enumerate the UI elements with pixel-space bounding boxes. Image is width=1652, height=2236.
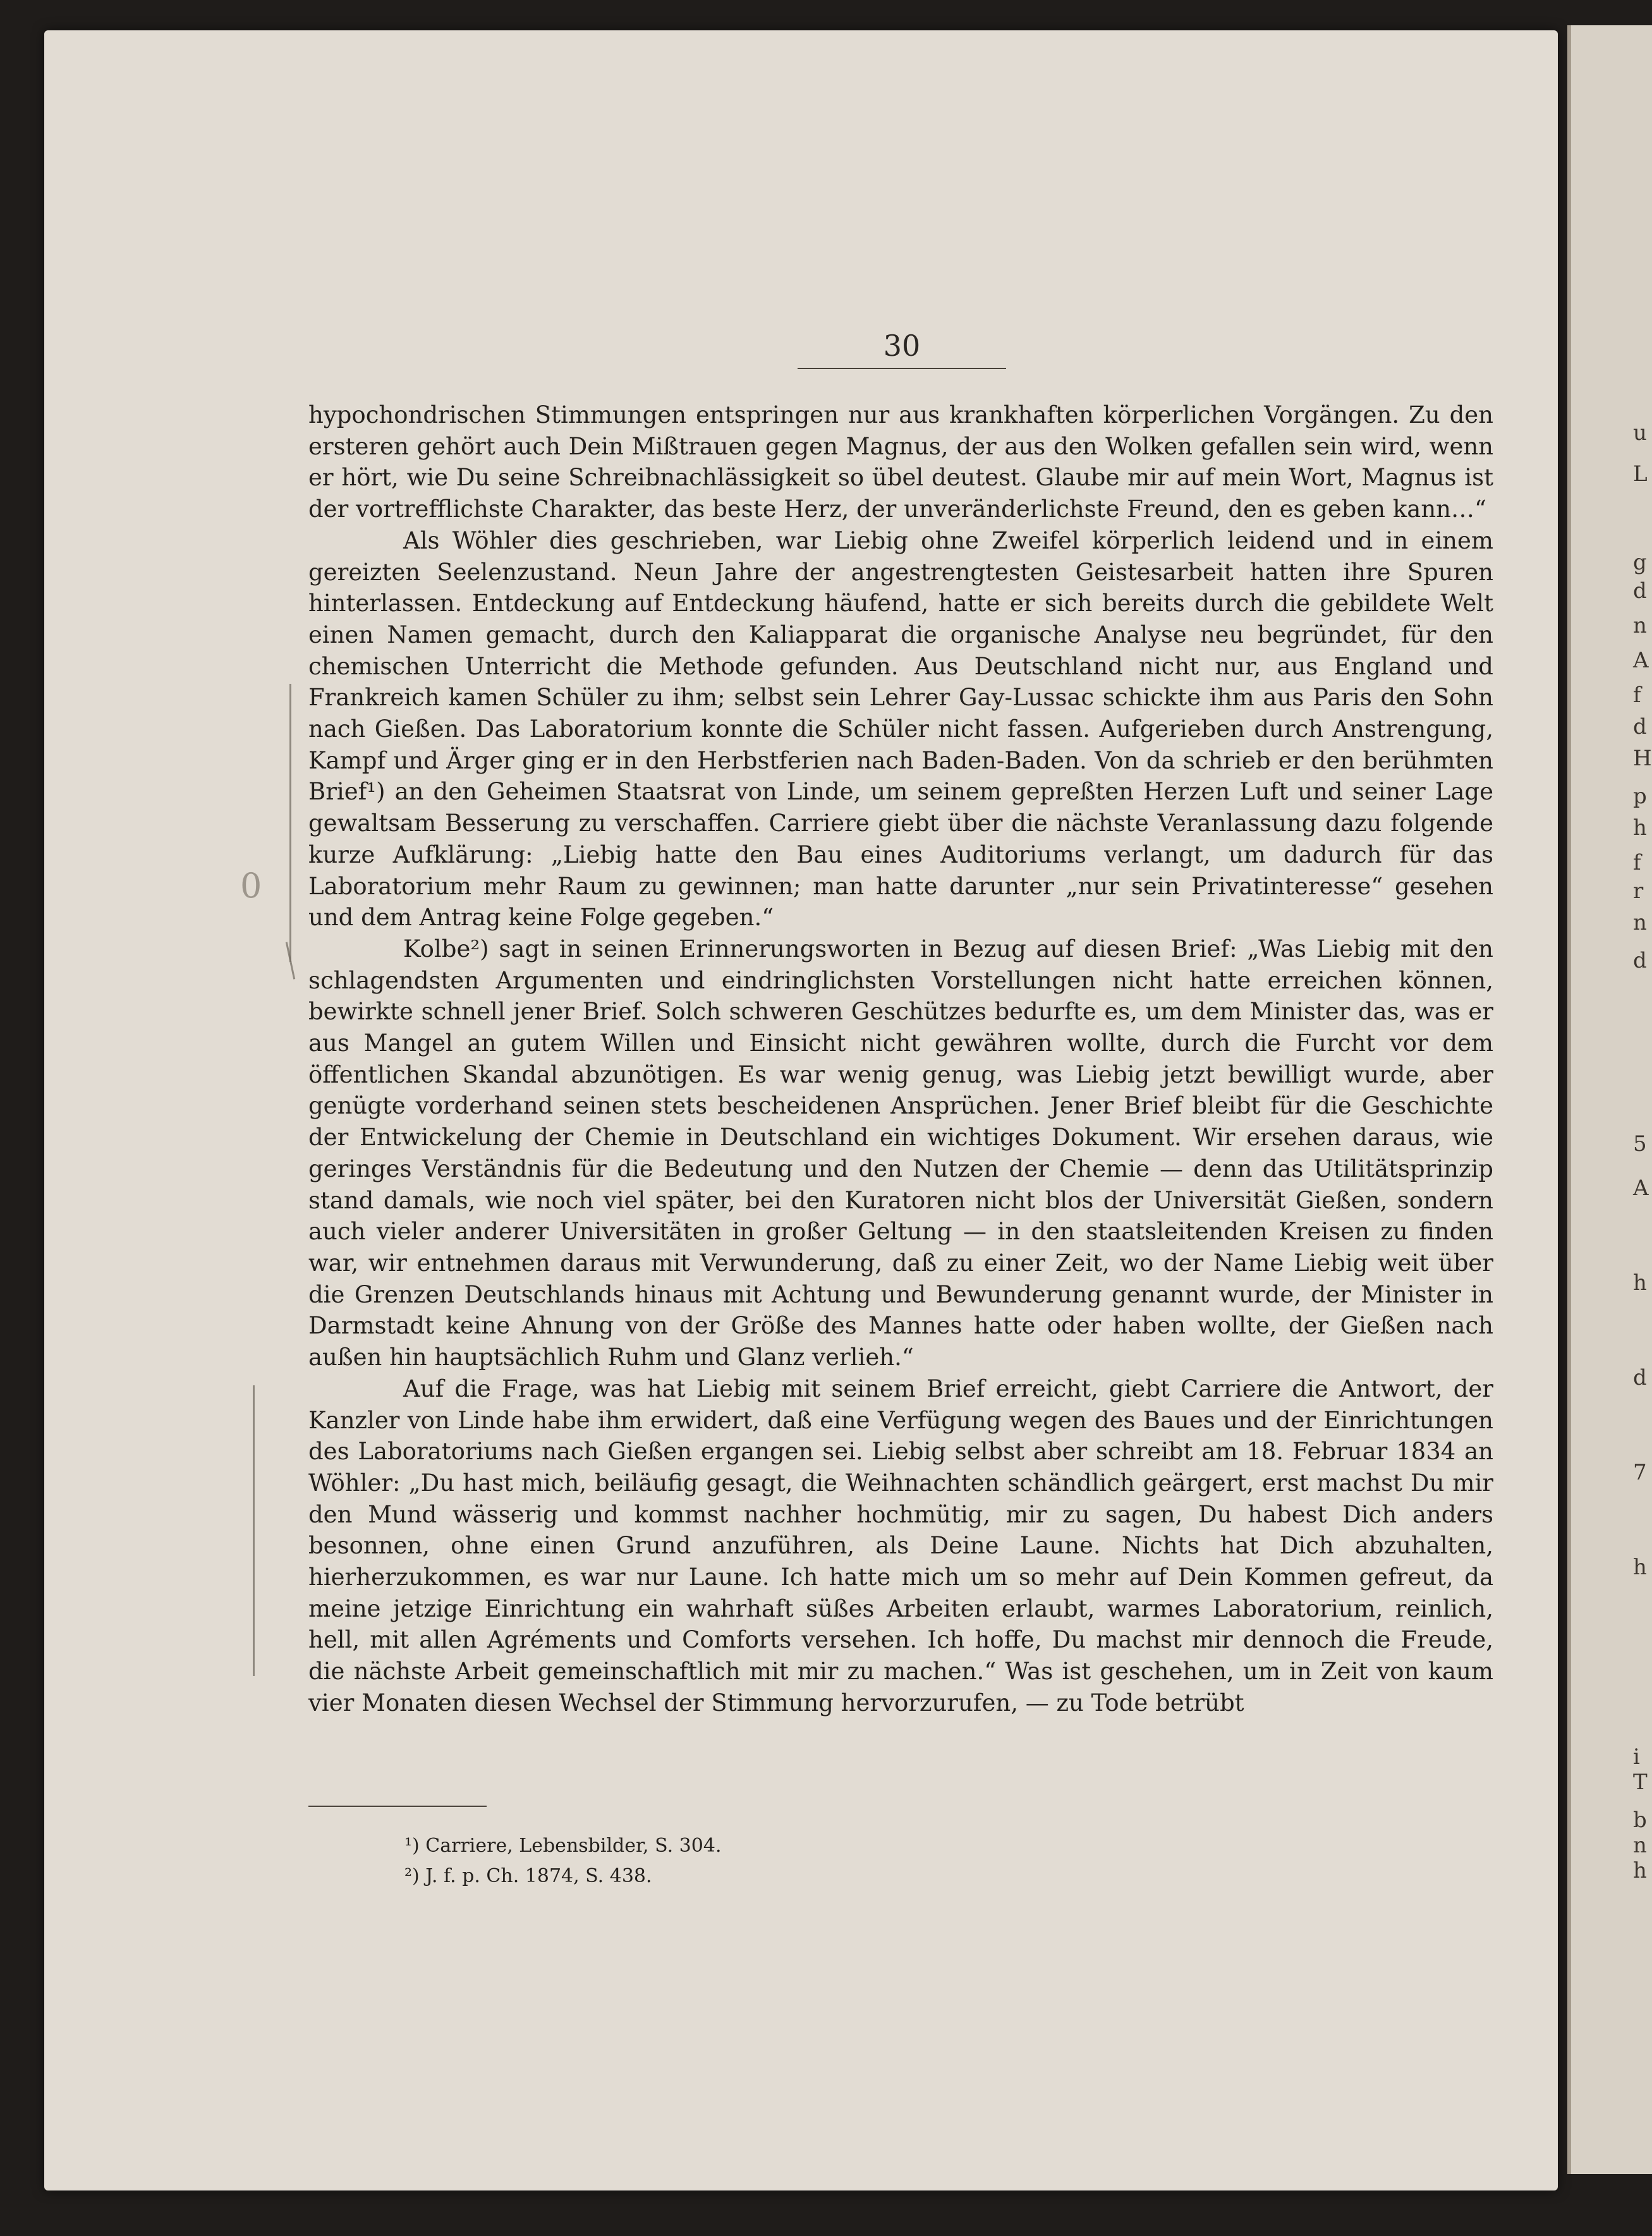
page-number: 30	[883, 329, 921, 363]
adjacent-page-letter: f	[1633, 683, 1641, 708]
adjacent-page-letter: L	[1633, 461, 1648, 487]
adjacent-page-letter: b	[1633, 1808, 1647, 1833]
adjacent-page-letter: h	[1633, 815, 1647, 841]
adjacent-page-letter: f	[1633, 850, 1641, 875]
paragraph: hypochondrischen Stimmungen entspringen nur aus krankhaften körperlichen Vorgängen. Zu den ersteren gehört auch Dein Mißtrauen gegen Magnus, der aus den Wolken gefallen sein wird, wenn er hört, wie Du seine Schreibnachlässigkeit so übel deutest. Glaube mir auf mein Wort, Magnus ist der vortrefflichste Charakter, das beste Herz, der unveränderlichste Freund, den es geben kann…“	[308, 401, 1493, 523]
adjacent-page-letter: i	[1633, 1744, 1640, 1770]
main-text	[308, 399, 1493, 1719]
adjacent-page-letter: d	[1633, 714, 1647, 739]
adjacent-page-letter: n	[1633, 1833, 1647, 1858]
adjacent-page-letter: H	[1633, 746, 1652, 771]
adjacent-page-letter: g	[1633, 550, 1647, 575]
page-number-rule	[798, 368, 1006, 369]
pencil-margin-mark: 0	[240, 866, 262, 906]
footnote: ¹) Carriere, Lebensbilder, S. 304.	[404, 1835, 722, 1857]
adjacent-page-letter: h	[1633, 1858, 1647, 1883]
pencil-margin-line	[289, 684, 291, 962]
adjacent-page-letter: d	[1633, 1365, 1647, 1390]
adjacent-page-letter: 5	[1633, 1131, 1647, 1157]
paragraph: Kolbe²) sagt in seinen Erinnerungsworten in Bezug auf diesen Brief: „Was Liebig mit den schlagendsten Argumenten und eindringlichsten Vorstellungen nicht hatte erreichen können, bewirkte schnell jener Brief. Solch schweren Geschützes bedurfte es, um dem Minister das, was er aus Mangel an gutem Willen und Einsicht nicht gewähren wollte, durch die Furcht vor dem öffentlichen Skandal abzunötigen. Es war wenig genug, was Liebig jetzt bewilligt wurde, aber genügte vorderhand seinen stets bescheidenen Ansprüchen. Jener Brief bleibt für die Geschichte der Entwickelung der Chemie in Deutschland ein wichtiges Dokument. Wir ersehen daraus, wie geringes Verständnis für die Bedeutung und den Nutzen der Chemie — denn das Utilitätsprinzip stand damals, wie noch viel später, bei den Kuratoren nicht blos der Universität Gießen, sondern auch vieler anderer Universitäten in großer Geltung — in den staatsleitenden Kreisen zu finden war, wir entnehmen daraus mit Verwunderung, daß zu einer Zeit, wo der Name Liebig weit über die Grenzen Deutschlands hinaus mit Achtung und Bewunderung genannt wurde, der Minister in Darmstadt keine Ahnung von der Größe des Mannes hatte oder haben wollte, der Gießen nach außen hin hauptsächlich Ruhm und Glanz verlieh.“	[308, 935, 1493, 1371]
adjacent-page-letter: n	[1633, 613, 1647, 638]
adjacent-page-letter: u	[1633, 420, 1647, 446]
adjacent-page-letter: n	[1633, 910, 1647, 935]
footnotes	[404, 1831, 1163, 1892]
adjacent-page-letter: h	[1633, 1270, 1647, 1296]
adjacent-page-letter: p	[1633, 784, 1647, 809]
adjacent-page-letter: 7	[1633, 1460, 1647, 1485]
paragraph: Auf die Frage, was hat Liebig mit seinem Brief erreicht, giebt Carriere die Antwort, der Kanzler von Linde habe ihm erwidert, daß eine Verfügung wegen des Baues und der Einrichtungen des Laboratoriums nach Gießen ergangen sei. Liebig selbst aber schreibt am 18. Februar 1834 an Wöhler: „Du hast mich, beiläufig gesagt, die Weihnachten schändlich geärgert, erst machst Du mir den Mund wässerig und kommst nachher hochmütig, mir zu sagen, Du habest Dich anders besonnen, ohne einen Grund anzuführen, als Deine Laune. Nichts hat Dich abzuhalten, hierherzukommen, es war nur Laune. Ich hatte mich um so mehr auf Dein Kommen gefreut, da meine jetzige Einrichtung ein wahrhaft süßes Arbeiten erlaubt, warmes Laboratorium, reinlich, hell, mit allen Agréments und Comforts versehen. Ich hoffe, Du machst mir dennoch die Freude, die nächste Arbeit gemeinschaftlich mit mir zu machen.“ Was ist geschehen, um in Zeit von kaum vier Monaten diesen Wechsel der Stimmung hervorzurufen, — zu Tode betrübt	[308, 1375, 1493, 1716]
adjacent-page-letter: d	[1633, 578, 1647, 604]
adjacent-page-letter: A	[1633, 648, 1649, 673]
footnote: ²) J. f. p. Ch. 1874, S. 438.	[404, 1865, 652, 1887]
adjacent-page-letter: r	[1633, 878, 1644, 904]
adjacent-page-letter: A	[1633, 1176, 1649, 1201]
paragraph: Als Wöhler dies geschrieben, war Liebig ohne Zweifel körperlich leidend und in einem gereizten Seelenzustand. Neun Jahre der angestrengtesten Geistesarbeit hatten ihre Spuren hinterlassen. Entdeckung auf Entdeckung häufend, hatte er sich bereits durch die gebildete Welt einen Namen gemacht, durch den Kaliapparat die organische Analyse neu begründet, für den chemischen Unterricht die Methode gefunden. Aus Deutschland nicht nur, aus England und Frankreich kamen Schüler zu ihm; selbst sein Lehrer Gay-Lussac schickte ihm aus Paris den Sohn nach Gießen. Das Laboratorium konnte die Schüler nicht fassen. Aufgerieben durch Anstrengung, Kampf und Ärger ging er in den Herbstferien nach Baden-Baden. Von da schrieb er den berühmten Brief¹) an den Geheimen Staatsrat von Linde, um seinem gepreßten Herzen Luft und seiner Lage gewaltsam Besserung zu verschaffen. Carriere giebt über die nächste Veranlassung dazu folgende kurze Aufklärung: „Liebig hatte den Bau eines Auditoriums verlangt, um dadurch für das Laboratorium mehr Raum zu gewinnen; man hatte darunter „nur sein Privatinteresse“ gesehen und dem Antrag keine Folge gegeben.“	[308, 526, 1493, 932]
footnote-rule	[308, 1806, 487, 1807]
adjacent-page-letter: h	[1633, 1555, 1647, 1580]
adjacent-page-letter: T	[1633, 1770, 1648, 1795]
pencil-margin-line	[253, 1385, 255, 1676]
adjacent-page-letter: d	[1633, 948, 1647, 973]
